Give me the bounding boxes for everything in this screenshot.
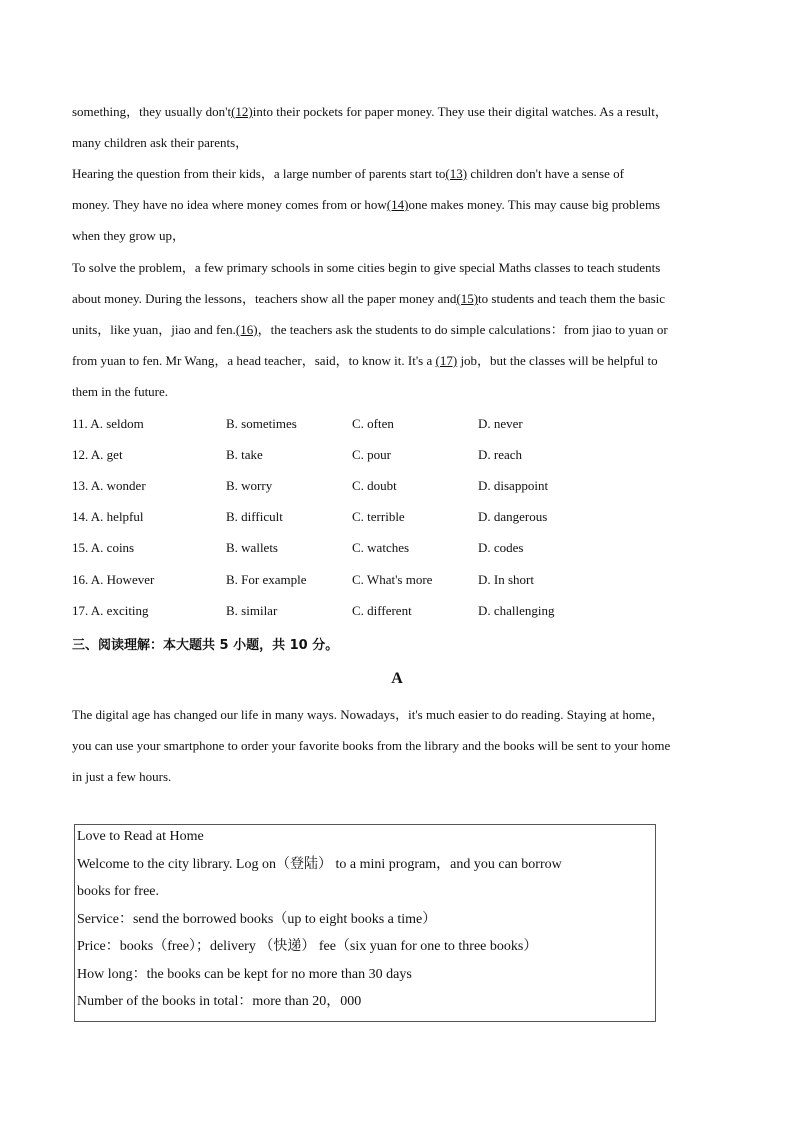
section-heading: 三、阅读理解：本大题共 5 小题，共 10 分。 (72, 638, 339, 653)
passage-line-8 (72, 322, 668, 338)
passage-text: about money. During the lessons，teachers show all the paper money and (72, 291, 457, 306)
notice-price: Price：books（free）；delivery （快递） fee（six yuan for one to three books） (77, 939, 538, 954)
option-a: 15. A. coins (72, 540, 135, 555)
blank-14: (14) (386, 197, 409, 212)
option-a: 14. A. helpful (72, 509, 144, 524)
passage-text: children don't have a sense of (467, 166, 624, 181)
option-d: D. In short (478, 572, 534, 587)
option-d: D. reach (478, 447, 523, 462)
blank-12: (12) (231, 104, 253, 119)
passage-text: one makes money. This may cause big problems (408, 197, 661, 212)
option-b: B. worry (226, 478, 273, 493)
option-c: C. pour (352, 447, 391, 462)
option-c: C. different (352, 603, 412, 618)
option-d: D. disappoint (478, 478, 549, 493)
notice-number: Number of the books in total：more than 20，000 (77, 994, 362, 1009)
option-a: 12. A. get (72, 447, 123, 462)
reading-intro-line-1: The digital age has changed our life in many ways. Nowadays，it's much easier to do reading. Staying at home， (72, 707, 665, 722)
passage-text: to students and teach them the basic (478, 291, 666, 306)
passage-text: job，but the classes will be helpful to (457, 353, 658, 368)
passage-line-5: when they grow up， (72, 228, 186, 243)
option-d: D. codes (478, 540, 524, 555)
option-d: D. challenging (478, 603, 555, 618)
passage-line-6: To solve the problem，a few primary schools in some cities begin to give special Maths classes to teach students (72, 260, 661, 275)
passage-text: into their pockets for paper money. They use their digital watches. As a result， (252, 104, 668, 119)
notice-welcome-line-1: Welcome to the city library. Log on（登陆） to a mini program，and you can borrow (77, 857, 562, 872)
reading-intro-line-2: you can use your smartphone to order your favorite books from the library and the books will be sent to your home (72, 738, 671, 753)
reading-title: A (391, 670, 403, 687)
option-c: C. What's more (352, 572, 433, 587)
option-a: 11. A. seldom (72, 416, 144, 431)
blank-13: (13) (445, 166, 468, 181)
option-c: C. doubt (352, 478, 397, 493)
option-c: C. often (352, 416, 394, 431)
passage-line-7 (72, 291, 665, 307)
option-a: 17. A. exciting (72, 603, 149, 618)
passage-text: units，like yuan，jiao and fen. (72, 322, 236, 337)
passage-text: money. They have no idea where money comes from or how (72, 197, 387, 212)
blank-17: (17) (435, 353, 458, 368)
passage-text: Hearing the question from their kids，a large number of parents start to (72, 166, 446, 181)
option-b: B. sometimes (226, 416, 297, 431)
notice-welcome-line-2: books for free. (77, 884, 160, 899)
option-d: D. never (478, 416, 523, 431)
option-b: B. difficult (226, 509, 283, 524)
passage-text: from yuan to fen. Mr Wang，a head teacher，said，to know it. It's a (72, 353, 436, 368)
option-b: B. similar (226, 603, 278, 618)
passage-line-10: them in the future. (72, 384, 169, 399)
passage-text: ，the teachers ask the students to do simple calculations：from jiao to yuan or (257, 322, 668, 337)
passage-line-1 (72, 104, 668, 120)
option-c: C. watches (352, 540, 410, 555)
option-b: B. wallets (226, 540, 278, 555)
passage-line-4 (72, 197, 660, 213)
notice-service: Service：send the borrowed books（up to eight books a time） (77, 912, 437, 927)
blank-16: (16) (235, 322, 258, 337)
option-b: B. For example (226, 572, 307, 587)
notice-title: Love to Read at Home (77, 829, 204, 844)
option-b: B. take (226, 447, 263, 462)
option-a: 16. A. However (72, 572, 155, 587)
passage-line-2: many children ask their parents， (72, 135, 249, 150)
option-c: C. terrible (352, 509, 405, 524)
passage-line-9 (72, 353, 658, 369)
option-a: 13. A. wonder (72, 478, 146, 493)
notice-how-long: How long：the books can be kept for no more than 30 days (77, 967, 412, 982)
passage-text: something，they usually don't (72, 104, 232, 119)
option-d: D. dangerous (478, 509, 548, 524)
passage-line-3 (72, 166, 624, 182)
reading-intro-line-3: in just a few hours. (72, 769, 172, 784)
blank-15: (15) (456, 291, 479, 306)
library-notice-box (74, 824, 656, 1022)
